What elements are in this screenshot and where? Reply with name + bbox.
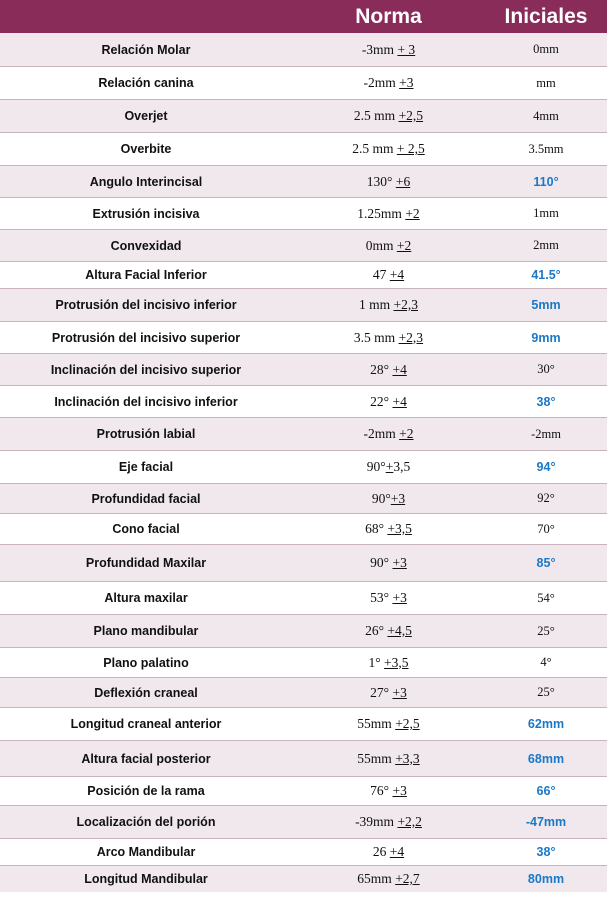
table-row: [0, 385, 607, 417]
table-row: [0, 353, 607, 385]
header-norma: Norma: [355, 4, 422, 28]
norma-value: 1 mm: [358, 297, 394, 312]
row-inicial: 38°: [536, 845, 556, 859]
norma-tolerance: +2,2: [397, 814, 422, 829]
header-iniciales: Iniciales: [504, 4, 588, 28]
row-label: Deflexión craneal: [94, 685, 198, 700]
row-label: Protrusión del incisivo superior: [51, 330, 241, 345]
norma-tolerance: +2,5: [398, 108, 424, 123]
row-norma: [292, 330, 485, 346]
norma-value: 1°: [368, 654, 385, 670]
row-label: Altura facial posterior: [81, 751, 211, 766]
norma-tolerance: +3: [392, 684, 407, 700]
table-row: [0, 417, 607, 450]
row-label: Extrusión incisiva: [92, 206, 200, 221]
table-row: [0, 229, 607, 261]
norma-value: 90°: [371, 490, 391, 506]
row-label: Plano mandibular: [93, 624, 199, 638]
norma-tolerance: + 2,5: [396, 141, 425, 156]
table-body: [0, 33, 607, 904]
norma-tolerance: +3: [399, 75, 414, 90]
norma-tolerance: + 3: [397, 41, 416, 57]
row-label: Altura Facial Inferior: [85, 268, 207, 282]
norma-value: 26°: [365, 623, 388, 638]
row-inicial: 4mm: [533, 108, 559, 123]
norma-value: -2mm: [363, 75, 400, 90]
row-norma: [292, 42, 485, 58]
norma-tolerance: +4: [389, 844, 405, 859]
row-norma: [292, 141, 485, 157]
row-label: Posición de la rama: [87, 784, 205, 798]
row-inicial: 85°: [536, 556, 556, 570]
row-norma: [292, 751, 485, 767]
norma-value: 27°: [370, 684, 393, 700]
row-norma: [292, 238, 485, 254]
row-label: Relación canina: [98, 76, 194, 90]
norma-value: -39mm: [355, 814, 398, 829]
norma-tolerance: +2: [396, 237, 412, 253]
norma-value: 47: [372, 267, 390, 282]
norma-value: -2mm: [363, 426, 400, 441]
norma-tolerance: +3,3: [395, 750, 420, 766]
row-label: Angulo Interincisal: [89, 174, 203, 189]
norma-tolerance-rest: 3,5: [393, 459, 411, 474]
norma-value: 55mm: [357, 716, 396, 731]
row-inicial: 0mm: [533, 42, 559, 56]
row-label: Protrusión del incisivo inferior: [55, 298, 237, 312]
norma-value: 2.5 mm: [352, 141, 397, 156]
table-row: [0, 66, 607, 99]
row-inicial: mm: [536, 75, 556, 90]
table-row: [0, 838, 607, 865]
row-norma: [292, 362, 485, 378]
row-label: Cono facial: [112, 522, 180, 536]
row-label: Arco Mandibular: [96, 845, 196, 859]
norma-value: 3.5 mm: [353, 329, 399, 345]
norma-value: 1.25mm: [357, 205, 406, 221]
table-row: [0, 581, 607, 614]
row-inicial: 62mm: [527, 717, 565, 731]
norma-tolerance: +2,5: [395, 716, 420, 731]
table-row: [0, 647, 607, 677]
norma-value: 53°: [370, 590, 393, 605]
norma-tolerance: +4: [389, 267, 405, 282]
norma-value: -3mm: [361, 41, 398, 57]
table-row: [0, 288, 607, 321]
table-row: [0, 132, 607, 165]
row-norma: [292, 844, 485, 860]
norma-value: 76°: [370, 783, 393, 798]
norma-value: 2.5 mm: [353, 108, 399, 123]
norma-tolerance: +2: [399, 426, 414, 441]
row-norma: [292, 394, 485, 410]
table-row: [0, 197, 607, 229]
row-label: Protrusión labial: [96, 427, 196, 441]
table-row: [0, 261, 607, 288]
norma-tolerance: +2: [405, 205, 420, 221]
table-row: [0, 614, 607, 647]
row-label: Relación Molar: [101, 42, 191, 57]
row-norma: [292, 590, 485, 606]
row-norma: [292, 521, 485, 537]
norma-tolerance: +4,5: [387, 623, 412, 638]
norma-tolerance: +3,5: [387, 521, 412, 536]
row-norma: [292, 685, 485, 701]
norma-tolerance: +6: [395, 173, 411, 189]
row-norma: [292, 75, 485, 91]
row-inicial: -2mm: [531, 426, 561, 441]
norma-tolerance: +4: [392, 393, 407, 409]
row-norma: [292, 783, 485, 799]
norma-tolerance: +2,3: [393, 297, 418, 312]
norma-value: 22°: [370, 393, 393, 409]
row-norma: [292, 555, 485, 571]
row-inicial: 38°: [536, 394, 556, 409]
row-label: Eje facial: [118, 460, 174, 474]
row-label: Plano palatino: [103, 655, 189, 670]
row-label: Overjet: [124, 109, 168, 123]
row-inicial: 54°: [537, 590, 555, 605]
norma-value: 26: [372, 844, 390, 859]
row-inicial: 94°: [536, 460, 556, 474]
table-row: [0, 483, 607, 513]
norma-value: 55mm: [357, 750, 396, 766]
row-inicial: 110°: [533, 174, 559, 189]
norma-tolerance: +3: [392, 555, 407, 570]
norma-tolerance: +3: [390, 490, 406, 506]
row-norma: [292, 871, 485, 887]
row-inicial: 30°: [537, 362, 555, 376]
row-label: Longitud Mandibular: [84, 872, 208, 886]
row-inicial: 3.5mm: [528, 141, 564, 156]
row-norma: [292, 267, 485, 283]
norma-value: 65mm: [357, 871, 396, 886]
row-label: Overbite: [120, 142, 172, 156]
row-label: Inclinación del incisivo inferior: [54, 394, 238, 409]
row-norma: [292, 174, 485, 190]
norma-value: 28°: [370, 361, 393, 377]
table-row: [0, 677, 607, 707]
norma-value: 130°: [366, 173, 396, 189]
norma-tolerance: +: [385, 459, 394, 474]
row-inicial: 25°: [537, 623, 555, 638]
norma-value: 68°: [365, 521, 388, 536]
table-row: [0, 776, 607, 805]
row-label: Profundidad facial: [91, 491, 201, 506]
row-norma: [292, 108, 485, 124]
row-inicial: 2mm: [533, 238, 559, 252]
row-inicial: 66°: [536, 784, 556, 798]
row-norma: [292, 623, 485, 639]
row-inicial: 4°: [540, 655, 552, 669]
norma-tolerance: +2,7: [395, 871, 420, 886]
row-inicial: 5mm: [531, 298, 561, 312]
row-inicial: 25°: [537, 685, 555, 699]
row-label: Inclinación del incisivo superior: [50, 362, 242, 377]
table-row: [0, 165, 607, 197]
table-row: [0, 99, 607, 132]
table-row: [0, 33, 607, 66]
row-norma: [292, 459, 485, 475]
table-row: [0, 450, 607, 483]
row-norma: [292, 206, 485, 222]
row-inicial: 68mm: [527, 751, 565, 766]
row-label: Localización del porión: [76, 815, 216, 829]
table-header: [0, 0, 607, 33]
table-row: [0, 513, 607, 544]
row-inicial: 80mm: [527, 872, 565, 886]
row-inicial: 1mm: [533, 206, 559, 220]
row-label: Convexidad: [110, 238, 182, 253]
row-norma: [292, 491, 485, 507]
norma-value: 90°: [366, 459, 386, 474]
table-row: [0, 865, 607, 892]
row-inicial: 70°: [537, 521, 555, 536]
norma-tolerance: +4: [392, 361, 407, 377]
row-label: Longitud craneal anterior: [70, 717, 222, 731]
table-row: [0, 544, 607, 581]
norma-value: 0mm: [365, 237, 397, 253]
table-row: [0, 805, 607, 838]
row-label: Altura maxilar: [104, 591, 188, 605]
row-inicial: 41.5°: [531, 268, 561, 282]
norma-tolerance: +3,5: [384, 654, 409, 670]
norma-tolerance: +3: [392, 783, 407, 798]
row-norma: [292, 814, 485, 830]
norma-value: 90°: [370, 555, 393, 570]
table-row: [0, 707, 607, 740]
row-inicial: 92°: [537, 491, 555, 505]
norma-tolerance: +3: [392, 590, 407, 605]
row-inicial: 9mm: [531, 330, 561, 345]
row-label: Profundidad Maxilar: [85, 556, 207, 570]
table-row: [0, 740, 607, 776]
row-norma: [292, 655, 485, 671]
table-row: [0, 321, 607, 353]
row-inicial: -47mm: [525, 815, 567, 829]
norma-tolerance: +2,3: [398, 329, 424, 345]
row-norma: [292, 426, 485, 442]
row-norma: [292, 716, 485, 732]
row-norma: [292, 297, 485, 313]
